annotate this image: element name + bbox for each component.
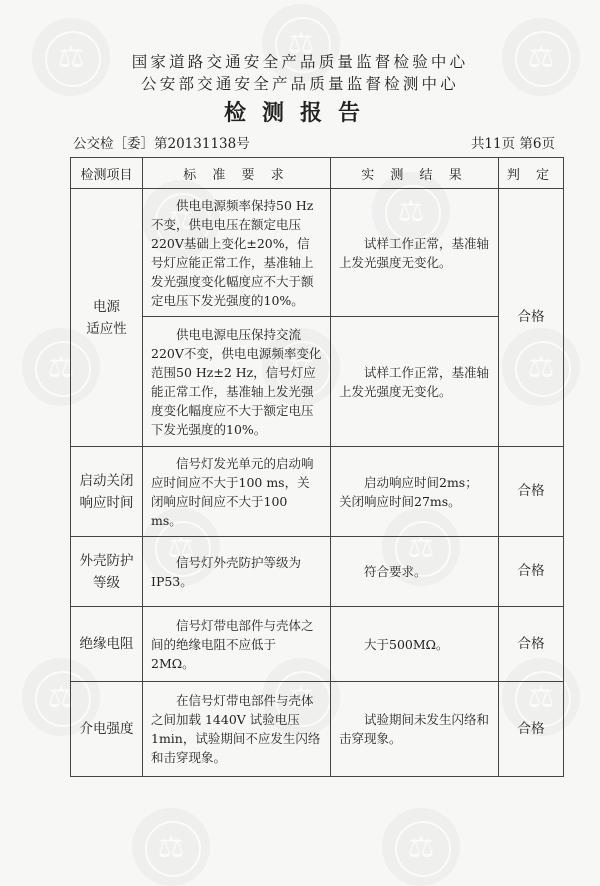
verdict-cell: 合格 [499, 607, 564, 682]
standard-cell: 信号灯带电部件与壳体之间的绝缘电阻不应低于 2MΩ。 [143, 607, 331, 682]
result-cell: 启动响应时间2ms；关闭响应时间27ms。 [331, 447, 499, 537]
table-row [71, 607, 564, 682]
header-result: 实 测 结 果 [331, 158, 499, 189]
watermark-seal-icon [132, 808, 210, 886]
table-row [71, 317, 564, 447]
standard-cell: 供电电源频率保持50 Hz不变，供电电压在额定电压220V基础上变化±20%，信号灯应能正常工作，基准轴上发光强度变化幅度应不大于额定电压下发光强度的10%。 [143, 189, 331, 317]
institution-name-1: 国家道路交通安全产品质量监督检验中心 [131, 53, 469, 71]
standard-cell: 信号灯外壳防护等级为IP53。 [143, 537, 331, 607]
item-label: 外壳防护 等级 [79, 552, 134, 591]
header-verdict: 判 定 [499, 158, 564, 189]
verdict-cell: 合格 [499, 537, 564, 607]
header-item: 检测项目 [71, 158, 143, 189]
report-title: 检测报告 [223, 100, 376, 126]
verdict-cell: 合格 [499, 682, 564, 777]
report-number: 公交检［委］第20131138号 [73, 136, 250, 152]
item-label: 电源 适应性 [86, 298, 127, 337]
item-label: 启动关闭 响应时间 [79, 472, 134, 511]
table-row [71, 447, 564, 537]
item-cell [71, 189, 143, 447]
item-cell [71, 537, 143, 607]
result-cell: 大于500MΩ。 [331, 607, 499, 682]
result-cell: 试验期间未发生闪络和击穿现象。 [331, 682, 499, 777]
table-header-row [71, 158, 564, 189]
item-cell [71, 682, 143, 777]
page-count: 共11页 第6页 [470, 136, 555, 152]
table-row [71, 189, 564, 317]
standard-cell: 供电电源电压保持交流220V不变，供电电源频率变化范围50 Hz±2 Hz，信号灯应能正常工作，基准轴上发光强度变化幅度应不大于额定电压下发光强度的10%。 [143, 317, 331, 447]
result-cell: 符合要求。 [331, 537, 499, 607]
standard-cell: 信号灯发光单元的启动响应时间应不大于100 ms，关闭响应时间应不大于100 ms。 [143, 447, 331, 537]
watermark-seal-icon [382, 808, 460, 886]
institution-name-2: 公安部交通安全产品质量监督检测中心 [141, 75, 459, 93]
table-row [71, 682, 564, 777]
result-cell: 试样工作正常，基准轴上发光强度无变化。 [331, 189, 499, 317]
verdict-cell: 合格 [499, 447, 564, 537]
table-row [71, 537, 564, 607]
header-standard: 标 准 要 求 [143, 158, 331, 189]
test-results-table [70, 157, 564, 777]
item-label: 绝缘电阻 [79, 636, 134, 652]
verdict-cell: 合格 [499, 189, 564, 447]
standard-cell: 在信号灯带电部件与壳体之间加载 1440V 试验电压1min，试验期间不应发生闪络和击穿现象。 [143, 682, 331, 777]
item-cell [71, 447, 143, 537]
item-cell [71, 607, 143, 682]
item-label: 介电强度 [79, 721, 134, 737]
result-cell: 试样工作正常，基准轴上发光强度无变化。 [331, 317, 499, 447]
